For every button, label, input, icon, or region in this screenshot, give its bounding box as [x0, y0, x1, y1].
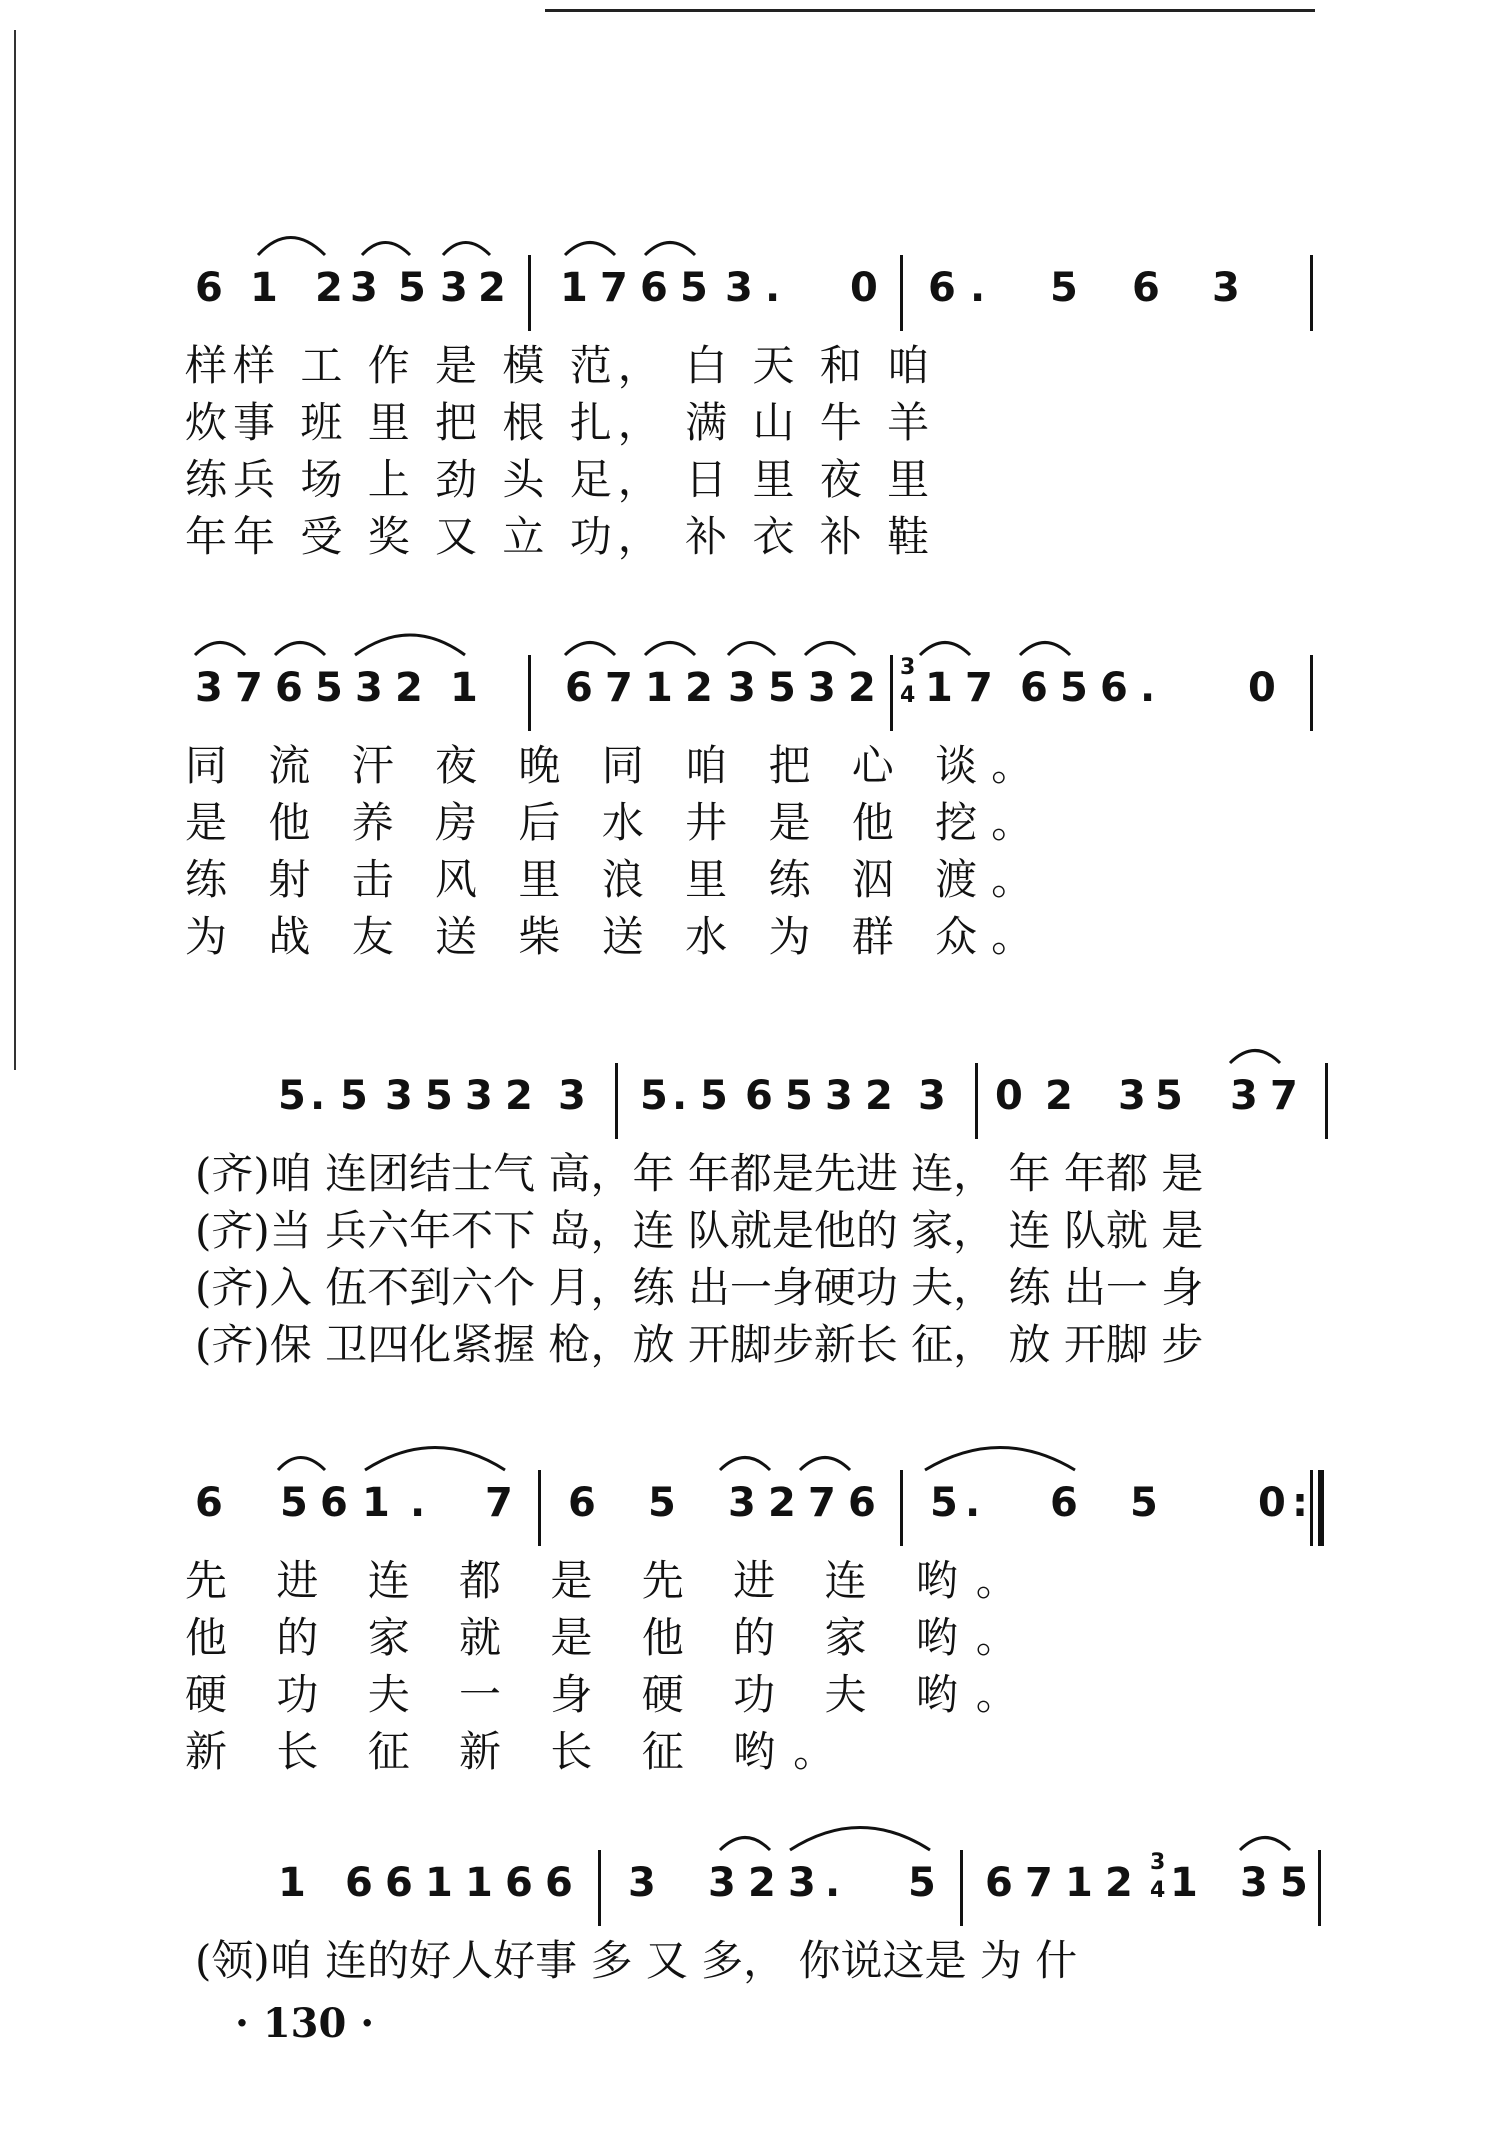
barline	[960, 1850, 963, 1926]
barline	[1310, 1470, 1313, 1546]
lyric-line: (齐)保 卫四化紧握 枪，放 开脚步新长 征， 放 开脚 步	[195, 1320, 1204, 1369]
lyric-line: (齐)入 伍不到六个 月，练 出一身硬功 夫， 练 出一 身	[195, 1263, 1204, 1312]
notation-display-1: 6 1 2 3 5 3 2 1 7 6 5 3 . 0 6 . 5 6 3	[195, 265, 1240, 311]
lyric-line: 练 射 击 风 里 浪 里 练 泅 渡。	[185, 855, 1048, 904]
lyric-line: (齐)咱 连团结士气 高，年 年都是先进 连， 年 年都 是	[195, 1149, 1204, 1198]
lyric-line: 练兵 场 上 劲 头 足， 日 里 夜 里	[185, 455, 936, 504]
page-number: · 130 ·	[235, 2000, 375, 2047]
lyric-line: 是 他 养 房 后 水 井 是 他 挖。	[185, 798, 1048, 847]
lyric-line: 同 流 汗 夜 晚 同 咱 把 心 谈。	[185, 741, 1048, 790]
lyric-line: 样样 工 作 是 模 范， 白 天 和 咱	[185, 341, 936, 390]
barline	[900, 1470, 903, 1546]
left-margin-rule	[14, 30, 16, 1070]
lyric-line: 新 长 征 新 长 征 哟。	[185, 1727, 854, 1776]
notation-display-2: 3 7 6 5 3 2 1 6 7 1 2 3 5 3 2 3 4 1 7 6 5 6 . 0	[195, 655, 1276, 711]
lyric-line: (齐)当 兵六年不下 岛，连 队就是他的 家， 连 队就 是	[195, 1206, 1204, 1255]
notation-display-5: 1 6 6 1 1 6 6 3 3 2 3 . 5 6 7 1 2 3 4 1 3 5	[278, 1850, 1308, 1906]
barline	[975, 1063, 978, 1139]
barline	[1318, 1850, 1321, 1926]
top-rule	[545, 9, 1315, 12]
barline	[1310, 655, 1313, 731]
barline	[538, 1470, 541, 1546]
lyric-line: 炊事 班 里 把 根 扎， 满 山 牛 羊	[185, 398, 936, 447]
barline	[615, 1063, 618, 1139]
notation-display-3: 5 . 5 3 5 3 2 3 5 . 5 6 5 3 2 3 0 2 3 5 3 7	[278, 1073, 1298, 1119]
barline	[1310, 255, 1313, 331]
barline	[528, 655, 531, 731]
lyric-line: 年年 受 奖 又 立 功， 补 衣 补 鞋	[185, 512, 936, 561]
lyric-line: 先 进 连 都 是 先 进 连 哟。	[185, 1556, 1036, 1605]
notation-display-4: 6 5 6 1 . 7 6 5 3 2 7 6 5 . 6 5 0 :	[195, 1480, 1308, 1526]
final-barline	[1318, 1470, 1324, 1546]
lyric-line: 为 战 友 送 柴 送 水 为 群 众。	[185, 912, 1048, 961]
barline	[890, 655, 893, 731]
barline	[900, 255, 903, 331]
barline	[598, 1850, 601, 1926]
lyric-line: 硬 功 夫 一 身 硬 功 夫 哟。	[185, 1670, 1036, 1719]
lyric-line: 他 的 家 就 是 他 的 家 哟。	[185, 1613, 1036, 1662]
lyric-line: (领)咱 连的好人好事 多 又 多， 你说这是 为 什	[195, 1936, 1078, 1985]
barline	[528, 255, 531, 331]
barline	[1325, 1063, 1328, 1139]
